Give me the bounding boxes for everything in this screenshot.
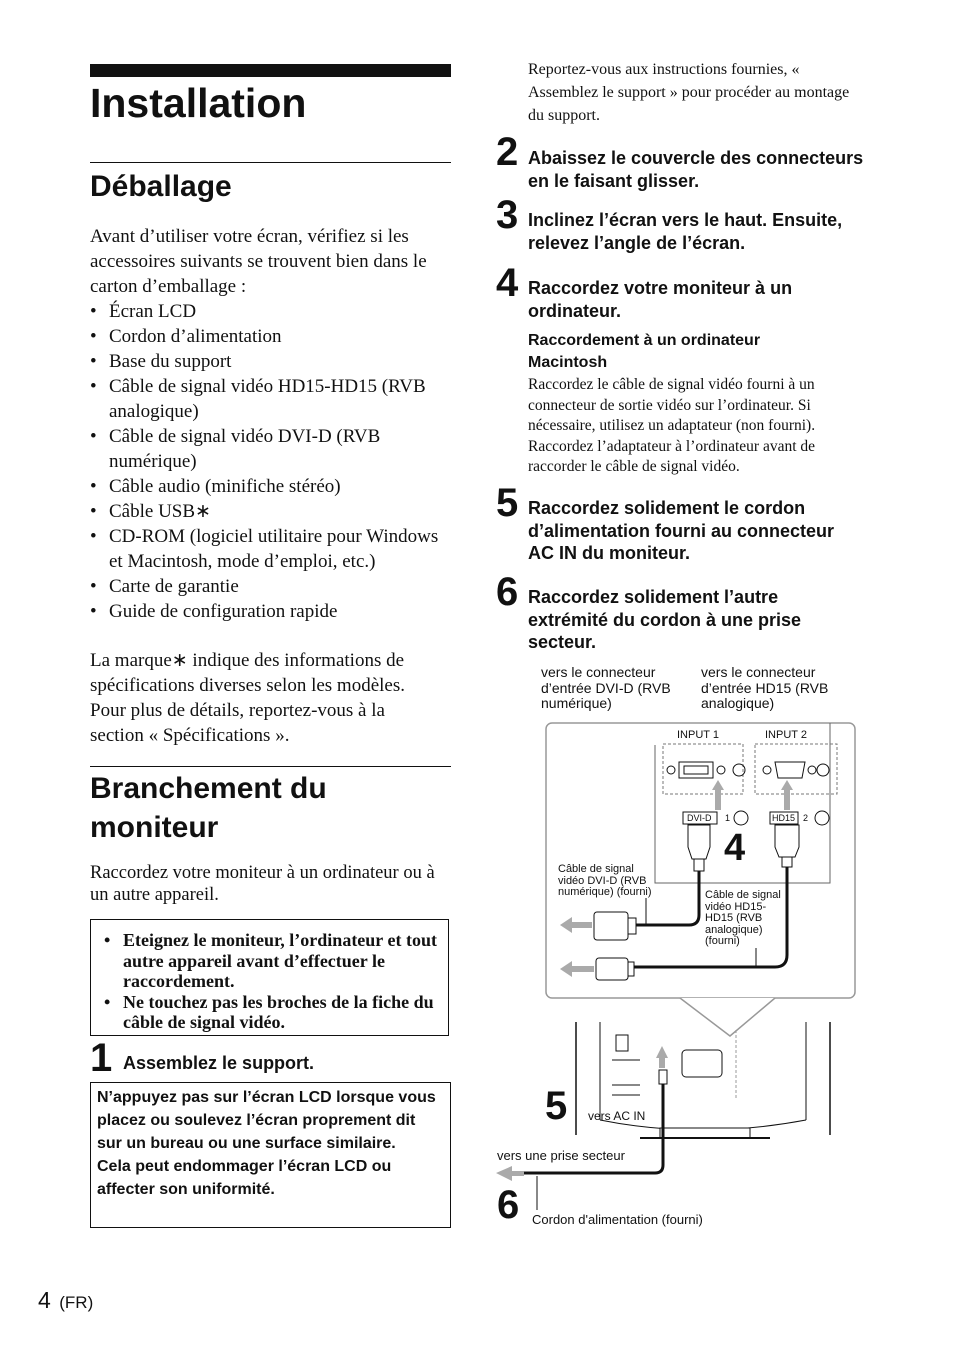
caution-box <box>90 1082 451 1228</box>
section-heading-connection: Branchement du moniteur <box>90 772 327 844</box>
list-item: • Écran LCD <box>90 299 452 324</box>
list-item: • Guide de configuration rapide <box>90 599 452 624</box>
unpacking-intro: Avant d’utiliser votre écran, vérifiez si les accessoires suivants se trouvent bien dans le carton d’emballage : <box>90 226 427 297</box>
page-number: 4 <box>38 1287 51 1313</box>
step-number: 1 <box>90 1036 113 1080</box>
port-hd15-label: HD15 <box>772 813 796 823</box>
divider <box>90 162 451 163</box>
mac-heading: Raccordement à un ordinateur Macintosh <box>528 332 761 371</box>
step-text: Inclinez l’écran vers le haut. Ensuite, relevez l’angle de l’écran. <box>528 210 843 253</box>
figure-step-6: 6 <box>497 1183 520 1227</box>
port-dvi-label: DVI-D <box>687 813 712 823</box>
power-cord-label: Cordon d'alimentation (fourni) <box>532 1212 703 1227</box>
figure-step-4: 4 <box>724 827 746 869</box>
list-item: • Cordon d’alimentation <box>90 324 452 349</box>
outlet-label: vers une prise secteur <box>497 1148 625 1163</box>
step-number: 6 <box>496 570 519 614</box>
list-item: • Câble USB∗ <box>90 499 452 524</box>
title-bar <box>90 64 451 77</box>
page-lang: (FR) <box>59 1293 94 1312</box>
warning-box <box>90 919 449 1036</box>
unpacking-section <box>90 224 452 624</box>
stand-note: Reportez-vous aux instructions fournies, « Assemblez le support » pour procéder au montage du support. <box>528 61 850 124</box>
connection-intro: Raccordez votre moniteur à un ordinateur ou à un autre appareil. <box>90 863 435 905</box>
list-item: • CD-ROM (logiciel utilitaire pour Windows et Macintosh, mode d’emploi, etc.) <box>90 524 452 574</box>
list-item: • Câble audio (minifiche stéréo) <box>90 474 452 499</box>
warning-item: • Eteignez le moniteur, l’ordinateur et tout autre appareil avant d’effectuer le raccordement. <box>123 930 440 992</box>
section-heading-unpacking: Déballage <box>90 170 232 203</box>
cable-dvi-label: Câble de signal vidéo DVI-D (RVB numérique) (fourni) <box>558 863 652 898</box>
ac-in-label: vers AC IN <box>588 1109 646 1123</box>
step-text: Abaissez le couvercle des connecteurs en le faisant glisser. <box>528 148 864 191</box>
list-item: • Carte de garantie <box>90 574 452 599</box>
caution-text: N’appuyez pas sur l’écran LCD lorsque vous placez ou soulevez l’écran proprement dit sur un bureau ou une surface similaire. Cela peut endommager l’écran LCD ou affecter son uniformité. <box>97 1089 436 1198</box>
accessory-list <box>90 299 452 624</box>
label-dvi-input: vers le connecteur d’entrée DVI-D (RVB numérique) <box>541 664 671 711</box>
step-number: 3 <box>496 193 519 237</box>
step-text: Raccordez solidement le cordon d’alimentation fourni au connecteur AC IN du moniteur. <box>528 498 835 563</box>
mac-text: Raccordez le câble de signal vidéo fourni à un connecteur de sortie vidéo sur l’ordinateur. Si nécessaire, utilisez un adaptateur (non fourni). Raccordez l’adaptateur à l’ordinateur avant de raccorder le câble de signal vidéo. <box>528 376 816 475</box>
step-number: 5 <box>496 481 519 525</box>
port-1-label: 1 <box>725 813 731 823</box>
port-2-label: 2 <box>803 813 809 823</box>
step-number: 4 <box>496 261 519 305</box>
step-text: Raccordez solidement l’autre extrémité du cordon à une prise secteur. <box>528 587 802 652</box>
step-number: 2 <box>496 130 519 174</box>
input1-label: INPUT 1 <box>677 729 719 741</box>
page-footer <box>38 1287 93 1314</box>
unpacking-note: La marque∗ indique des informations de spécifications diverses selon les modèles. Pour plus de détails, reportez-vous à la section « Spécifications ». <box>90 650 406 746</box>
warning-item: • Ne touchez pas les broches de la fiche du câble de signal vidéo. <box>123 992 440 1033</box>
cable-hd15-label: Câble de signal vidéo HD15-HD15 (RVB analogique) (fourni) <box>705 889 781 947</box>
input2-label: INPUT 2 <box>765 729 807 741</box>
step-text: Raccordez votre moniteur à un ordinateur. <box>528 278 793 321</box>
page-title: Installation <box>90 80 307 126</box>
divider <box>90 766 451 767</box>
list-item: • Câble de signal vidéo DVI-D (RVB numérique) <box>90 424 452 474</box>
list-item: • Câble de signal vidéo HD15-HD15 (RVB analogique) <box>90 374 452 424</box>
label-hd15-input: vers le connecteur d’entrée HD15 (RVB analogique) <box>701 664 829 711</box>
figure-step-5: 5 <box>545 1084 568 1128</box>
list-item: • Base du support <box>90 349 452 374</box>
step-text: Assemblez le support. <box>123 1053 315 1073</box>
